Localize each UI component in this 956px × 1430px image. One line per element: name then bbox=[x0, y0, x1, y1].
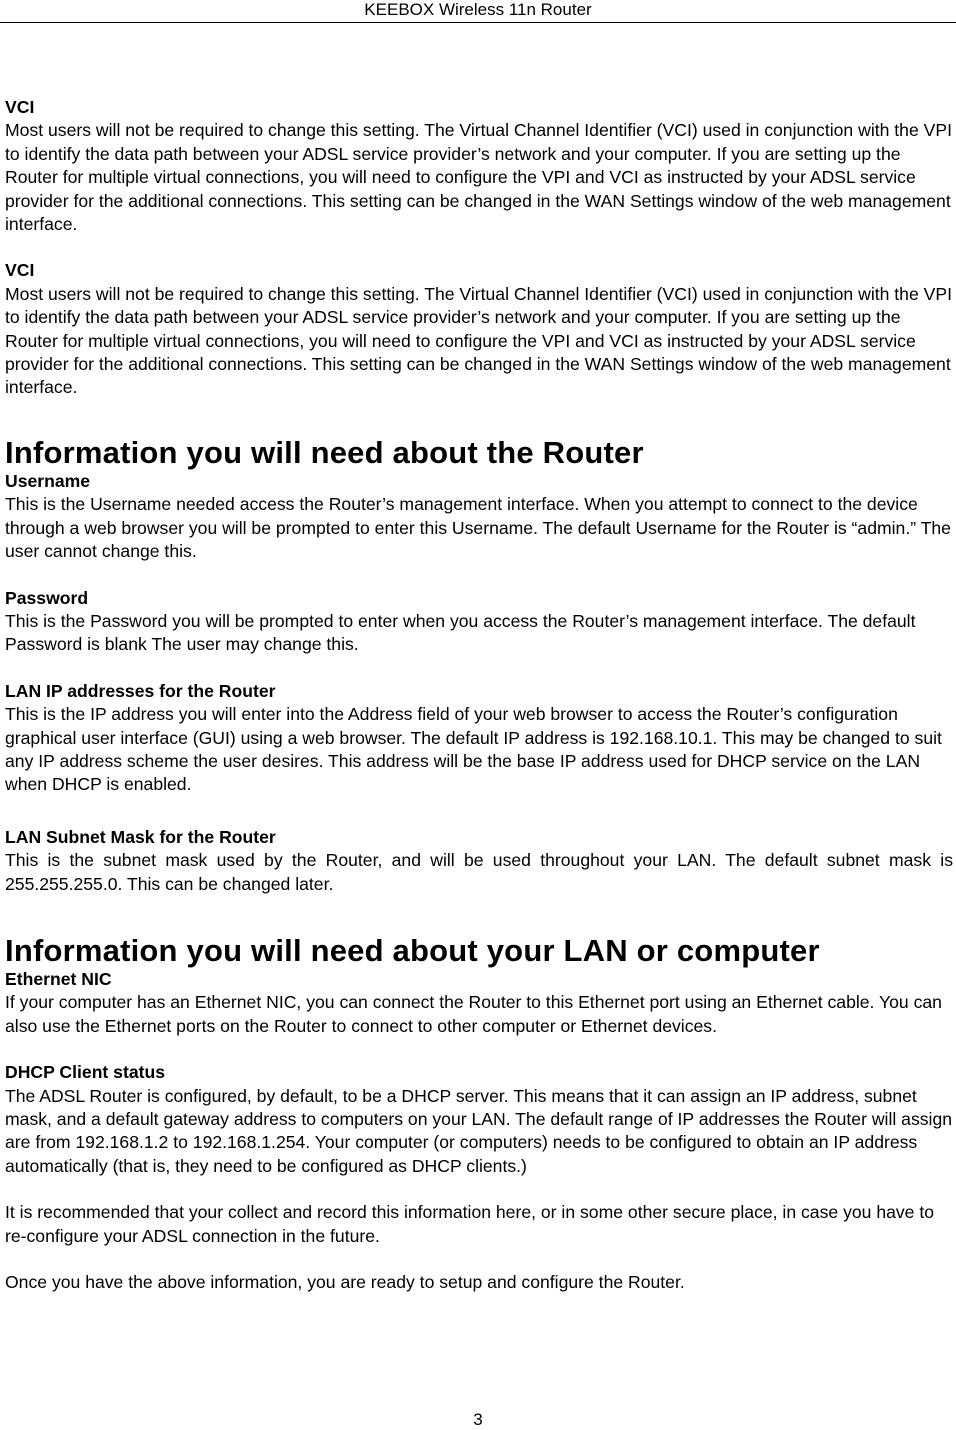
header-title: KEEBOX Wireless 11n Router bbox=[364, 0, 592, 19]
password-body: This is the Password you will be prompted to enter when you access the Router’s management interface. The default Password is blank The user may change this. bbox=[5, 610, 916, 655]
lan-info-title: Information you will need about your LAN or computer bbox=[5, 932, 820, 968]
ethernet-body: If your computer has an Ethernet NIC, you can connect the Router to this Ethernet port using an Ethernet cable. You can also use the Ethernet ports on the Router to connect to other computer or Ethernet devices. bbox=[5, 992, 942, 1036]
dhcp-heading: DHCP Client status bbox=[5, 1062, 166, 1083]
username-heading: Username bbox=[5, 470, 91, 491]
ethernet-heading: Ethernet NIC bbox=[5, 968, 112, 989]
lan-subnet-body: This is the subnet mask used by the Router, and will be used throughout your LAN. The default subnet mask is 255.255.255.0. This can be changed later. bbox=[5, 850, 953, 894]
lan-ip-body: This is the IP address you will enter into the Address field of your web browser to access the Router’s configuration graphical user interface (GUI) using a web browser. The default IP address is 192.168.10.1. This may be changed to suit any IP address scheme the user desires. This address will be the base IP address used for DHCP service on the LAN when DHCP is enabled. bbox=[5, 704, 942, 795]
vci-body-1: Most users will not be required to change this setting. The Virtual Channel Identifier (VCI) used in conjunction with the VPI to identify the data path between your ADSL service provider’s network and your computer. If you are setting up the Router for multiple virtual connections, you will need to configure the VPI and VCI as instructed by your ADSL service provider for the additional connections. This setting can be changed in the WAN Settings window of the web management interface. bbox=[5, 120, 952, 235]
document-body bbox=[5, 96, 953, 1294]
router-info-title: Information you will need about the Router bbox=[5, 434, 644, 470]
dhcp-body: The ADSL Router is configured, by default, to be a DHCP server. This means that it can assign an IP address, subnet mask, and a default gateway address to computers on your LAN. The default range of IP addresses the Router will assign are from 192.168.1.2 to 192.168.1.254. Your computer (or computers) needs to be configured to obtain an IP address automatically (that is, they need to be configured as DHCP clients.) bbox=[5, 1085, 953, 1176]
vci-heading-1: VCI bbox=[5, 97, 35, 117]
page-header bbox=[0, 0, 956, 23]
username-body: This is the Username needed access the Router’s management interface. When you attempt to connect to the device through a web browser you will be prompted to enter this Username. The default Username for the Router is “admin.” The user cannot change this. bbox=[5, 494, 951, 562]
recommend-text: It is recommended that your collect and record this information here, or in some other secure place, in case you have to re-configure your ADSL connection in the future. bbox=[5, 1202, 935, 1246]
lan-ip-heading: LAN IP addresses for the Router bbox=[5, 680, 276, 701]
vci-body-2: Most users will not be required to change this setting. The Virtual Channel Identifier (VCI) used in conjunction with the VPI to identify the data path between your ADSL service provider’s network and your computer. If you are setting up the Router for multiple virtual connections, you will need to configure the VPI and VCI as instructed by your ADSL service provider for the additional connections. This setting can be changed in the WAN Settings window of the web management interface. bbox=[5, 283, 952, 398]
password-heading: Password bbox=[5, 587, 89, 608]
ready-text: Once you have the above information, you are ready to setup and configure the Router. bbox=[5, 1272, 685, 1293]
vci-heading-2: VCI bbox=[5, 260, 35, 281]
page-number: 3 bbox=[473, 1410, 483, 1429]
lan-subnet-heading: LAN Subnet Mask for the Router bbox=[5, 826, 276, 847]
